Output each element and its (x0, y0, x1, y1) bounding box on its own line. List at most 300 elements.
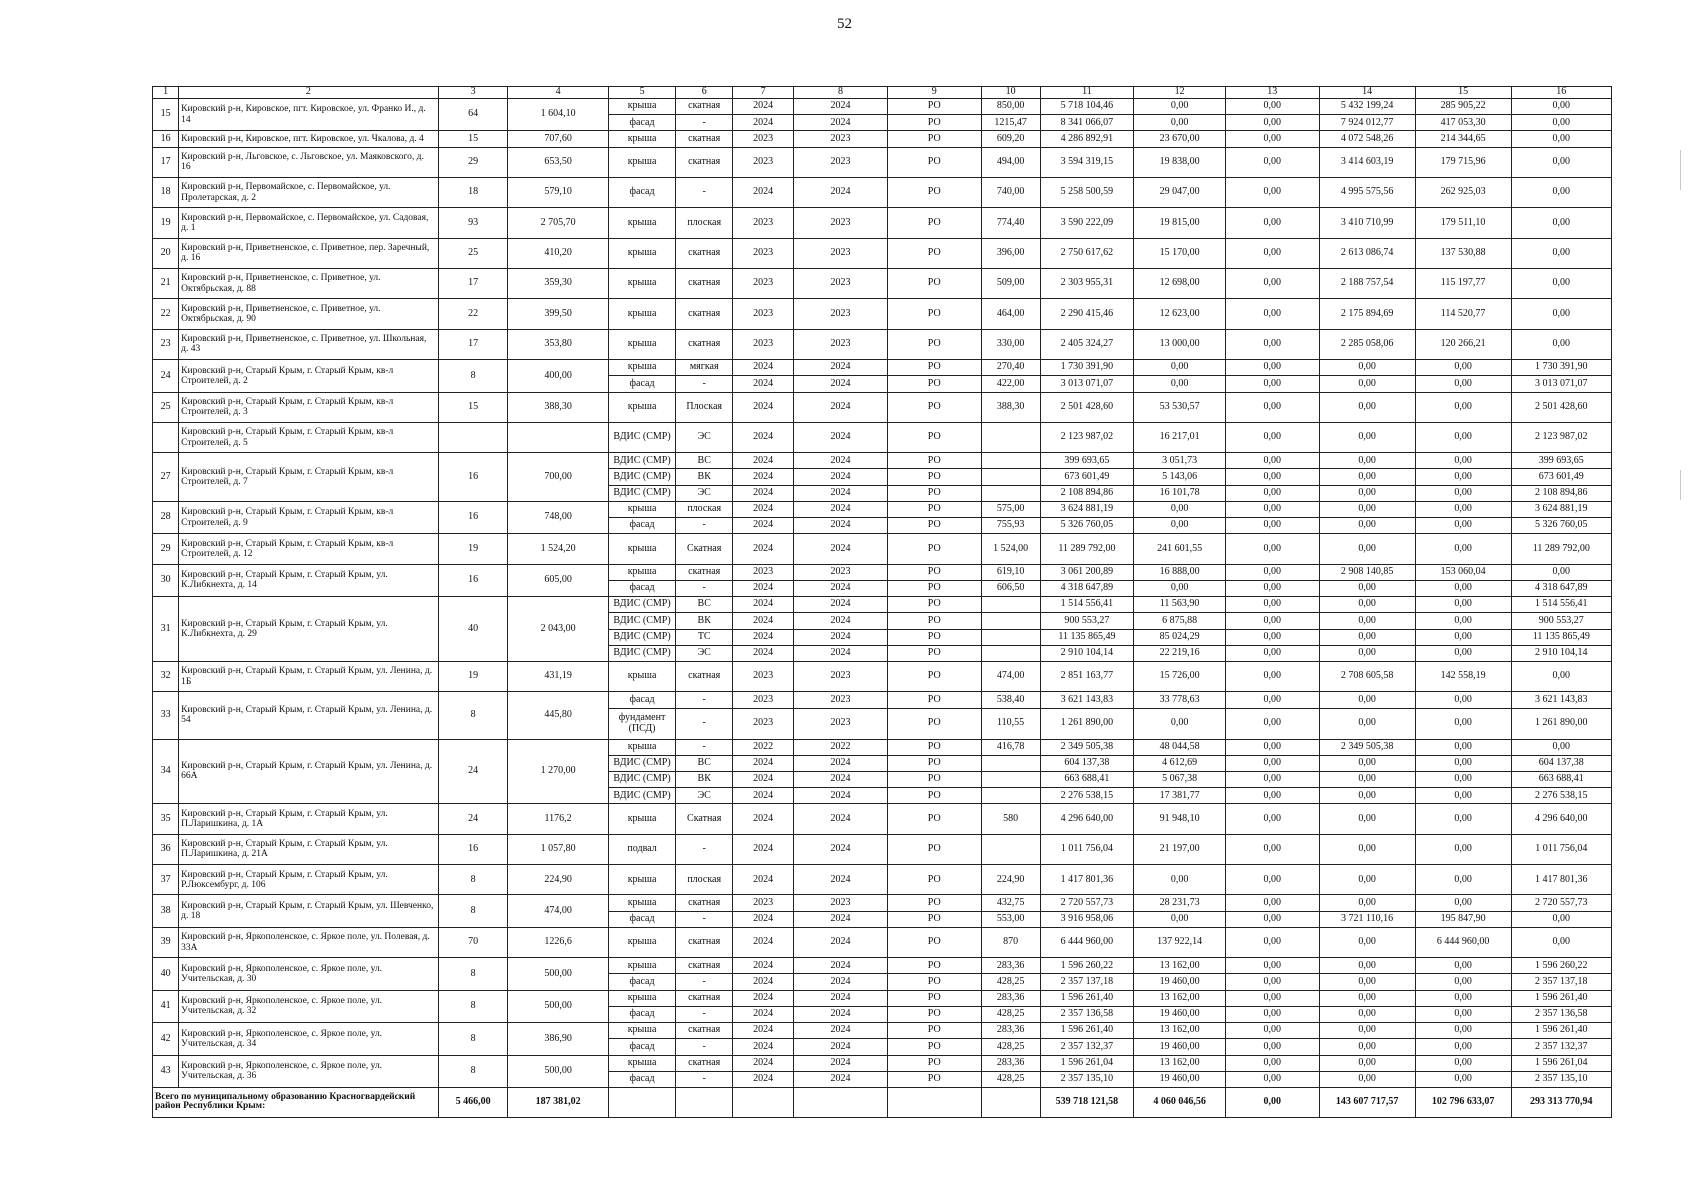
cell-c7: 2024 (733, 580, 794, 596)
cell-c15: 0,00 (1415, 692, 1511, 708)
cell-c15: 0,00 (1415, 1055, 1511, 1071)
cell-c11: 3 594 319,15 (1040, 147, 1134, 177)
cell-c5: крыша (608, 1023, 676, 1039)
cell-c9: РО (887, 755, 981, 771)
table-row (153, 1055, 1612, 1071)
cell-c14: 0,00 (1319, 1006, 1415, 1022)
cell-c7: 2023 (733, 299, 794, 329)
cell-c16: 0,00 (1511, 178, 1611, 208)
cell-c9: РО (887, 131, 981, 147)
address-cell: Кировский р-н, Яркополенское, с. Яркое поле, ул. Учительская, д. 34 (179, 1023, 439, 1055)
row-number: 43 (153, 1055, 179, 1087)
area-cell: 500,00 (508, 958, 608, 990)
cell-c6: - (676, 974, 733, 990)
table-body (153, 99, 1612, 1118)
cell-c11: 2 357 137,18 (1040, 974, 1134, 990)
cell-c5: ВДИС (СМР) (608, 422, 676, 452)
cell-c14: 0,00 (1319, 501, 1415, 517)
cell-c5: фундамент (ПСД) (608, 708, 676, 739)
cell-c5: ВДИС (СМР) (608, 485, 676, 501)
cell-c12: 19 838,00 (1134, 147, 1226, 177)
cell-c14: 2 175 894,69 (1319, 299, 1415, 329)
cell-c10: 774,40 (981, 208, 1040, 238)
cell-c5: фасад (608, 1071, 676, 1087)
cell-c5: ВДИС (СМР) (608, 755, 676, 771)
cell-c16: 604 137,38 (1511, 755, 1611, 771)
cell-c5: крыша (608, 501, 676, 517)
cell-c15: 179 511,10 (1415, 208, 1511, 238)
table-row (153, 178, 1612, 208)
cell-c9: РО (887, 692, 981, 708)
cell-c12: 0,00 (1134, 115, 1226, 131)
cell-c9: РО (887, 453, 981, 469)
cell-c11: 604 137,38 (1040, 755, 1134, 771)
cell-c14: 0,00 (1319, 788, 1415, 804)
row-number: 38 (153, 895, 179, 927)
cell-c16: 0,00 (1511, 911, 1611, 927)
cell-c8: 2024 (794, 422, 888, 452)
cell-c12: 13 162,00 (1134, 1055, 1226, 1071)
cell-c7: 2024 (733, 771, 794, 787)
cell-c9: РО (887, 629, 981, 645)
cell-c14: 0,00 (1319, 755, 1415, 771)
cell-c9: РО (887, 1023, 981, 1039)
cell-c7: 2024 (733, 865, 794, 895)
cell-c5: фасад (608, 115, 676, 131)
table-row (153, 739, 1612, 755)
address-cell: Кировский р-н, Старый Крым, г. Старый Крым, кв-л Строителей, д. 3 (179, 392, 439, 422)
cell-c14: 3 721 110,16 (1319, 911, 1415, 927)
cell-c14: 0,00 (1319, 834, 1415, 864)
cell-c12: 23 670,00 (1134, 131, 1226, 147)
cell-c9: РО (887, 771, 981, 787)
cell-c5: ВДИС (СМР) (608, 645, 676, 661)
cell-c12: 15 170,00 (1134, 238, 1226, 268)
cell-c12: 22 219,16 (1134, 645, 1226, 661)
cell-c6: - (676, 580, 733, 596)
apartments-cell: 40 (438, 597, 508, 662)
cell-c7: 2024 (733, 1039, 794, 1055)
cell-c13: 0,00 (1225, 208, 1319, 238)
cell-c8: 2023 (794, 708, 888, 739)
cell-c9: РО (887, 613, 981, 629)
address-cell: Кировский р-н, Старый Крым, г. Старый Крым, ул. Шевченко, д. 18 (179, 895, 439, 927)
area-cell (508, 422, 608, 452)
table-row (153, 1023, 1612, 1039)
cell-c15: 0,00 (1415, 597, 1511, 613)
cell-c11: 2 349 505,38 (1040, 739, 1134, 755)
cell-c7: 2024 (733, 485, 794, 501)
cell-c13: 0,00 (1225, 865, 1319, 895)
cell-c6: - (676, 739, 733, 755)
cell-c8: 2024 (794, 1039, 888, 1055)
cell-c11: 900 553,27 (1040, 613, 1134, 629)
cell-c13: 0,00 (1225, 974, 1319, 990)
cell-c10 (981, 645, 1040, 661)
cell-c15: 0,00 (1415, 974, 1511, 990)
cell-c16: 3 624 881,19 (1511, 501, 1611, 517)
address-cell: Кировский р-н, Старый Крым, г. Старый Крым, ул. К.Либкнехта, д. 29 (179, 597, 439, 662)
cell-c14: 0,00 (1319, 692, 1415, 708)
cell-c13: 0,00 (1225, 534, 1319, 564)
cell-c13: 0,00 (1225, 804, 1319, 834)
cell-c10: 422,00 (981, 376, 1040, 392)
cell-c11: 8 341 066,07 (1040, 115, 1134, 131)
address-cell: Кировский р-н, Старый Крым, г. Старый Крым, ул. К.Либкнехта, д. 14 (179, 564, 439, 596)
cell-c15: 0,00 (1415, 518, 1511, 534)
cell-c11: 4 318 647,89 (1040, 580, 1134, 596)
cell-c8: 2023 (794, 564, 888, 580)
apartments-cell: 15 (438, 392, 508, 422)
cell-c16: 11 289 792,00 (1511, 534, 1611, 564)
cell-c15: 0,00 (1415, 469, 1511, 485)
cell-c11: 3 013 071,07 (1040, 376, 1134, 392)
cell-c9: РО (887, 580, 981, 596)
cell-c5: крыша (608, 269, 676, 299)
total-row (153, 1087, 1612, 1117)
cell-c16: 1 261 890,00 (1511, 708, 1611, 739)
cell-c14: 2 708 605,58 (1319, 661, 1415, 691)
column-header: 11 (1040, 87, 1134, 99)
cell-c5: фасад (608, 376, 676, 392)
cell-c10: 283,36 (981, 958, 1040, 974)
cell-c8: 2024 (794, 974, 888, 990)
cell-c9: РО (887, 911, 981, 927)
row-number: 18 (153, 178, 179, 208)
cell-c11: 2 851 163,77 (1040, 661, 1134, 691)
cell-c9: РО (887, 534, 981, 564)
empty-cell (733, 1087, 794, 1117)
cell-c14: 0,00 (1319, 469, 1415, 485)
cell-c15: 0,00 (1415, 645, 1511, 661)
address-cell: Кировский р-н, Старый Крым, г. Старый Крым, кв-л Строителей, д. 5 (179, 422, 439, 452)
cell-c12: 48 044,58 (1134, 739, 1226, 755)
row-number: 41 (153, 990, 179, 1022)
cell-c9: РО (887, 597, 981, 613)
empty-cell (794, 1087, 888, 1117)
cell-c7: 2023 (733, 147, 794, 177)
apartments-cell: 8 (438, 692, 508, 739)
cell-c7: 2024 (733, 453, 794, 469)
area-cell: 400,00 (508, 360, 608, 392)
cell-c6: - (676, 834, 733, 864)
cell-c16: 3 013 071,07 (1511, 376, 1611, 392)
cell-c14: 0,00 (1319, 485, 1415, 501)
cell-c12: 5 143,06 (1134, 469, 1226, 485)
cell-c5: крыша (608, 804, 676, 834)
table-row (153, 269, 1612, 299)
cell-c8: 2024 (794, 865, 888, 895)
cell-c10: 283,36 (981, 990, 1040, 1006)
cell-c7: 2024 (733, 392, 794, 422)
address-cell: Кировский р-н, Приветненское, с. Приветное, ул. Школьная, д. 43 (179, 329, 439, 359)
cell-c14: 0,00 (1319, 895, 1415, 911)
cell-c14: 0,00 (1319, 974, 1415, 990)
cell-c6: - (676, 115, 733, 131)
header-row (153, 87, 1612, 99)
address-cell: Кировский р-н, Кировское, пгт. Кировское, ул. Чкалова, д. 4 (179, 131, 439, 147)
cell-c8: 2024 (794, 518, 888, 534)
cell-c7: 2024 (733, 597, 794, 613)
cell-c15: 0,00 (1415, 1039, 1511, 1055)
cell-c13: 0,00 (1225, 299, 1319, 329)
address-cell: Кировский р-н, Яркополенское, с. Яркое поле, ул. Учительская, д. 30 (179, 958, 439, 990)
cell-c7: 2024 (733, 804, 794, 834)
cell-c5: крыша (608, 927, 676, 957)
cell-c5: крыша (608, 895, 676, 911)
cell-c6: скатная (676, 99, 733, 115)
apartments-cell: 93 (438, 208, 508, 238)
table-row (153, 422, 1612, 452)
cell-c14: 0,00 (1319, 518, 1415, 534)
cell-c16: 2 276 538,15 (1511, 788, 1611, 804)
cell-c8: 2024 (794, 453, 888, 469)
cell-c12: 53 530,57 (1134, 392, 1226, 422)
area-cell: 707,60 (508, 131, 608, 147)
cell-c14: 0,00 (1319, 1055, 1415, 1071)
table-row (153, 564, 1612, 580)
cell-c13: 0,00 (1225, 1055, 1319, 1071)
table-row (153, 360, 1612, 376)
cell-c8: 2024 (794, 99, 888, 115)
cell-c8: 2023 (794, 238, 888, 268)
cell-c8: 2024 (794, 645, 888, 661)
cell-c8: 2024 (794, 834, 888, 864)
cell-c7: 2024 (733, 501, 794, 517)
cell-c15: 153 060,04 (1415, 564, 1511, 580)
row-number: 24 (153, 360, 179, 392)
apartments-cell: 16 (438, 564, 508, 596)
cell-c10: 330,00 (981, 329, 1040, 359)
cell-c15: 214 344,65 (1415, 131, 1511, 147)
cell-c7: 2024 (733, 178, 794, 208)
cell-c14: 0,00 (1319, 708, 1415, 739)
cell-c10: 575,00 (981, 501, 1040, 517)
cell-c8: 2024 (794, 958, 888, 974)
cell-c11: 5 718 104,46 (1040, 99, 1134, 115)
table-row (153, 453, 1612, 469)
cell-c16: 4 318 647,89 (1511, 580, 1611, 596)
cell-c15: 262 925,03 (1415, 178, 1511, 208)
area-cell: 353,80 (508, 329, 608, 359)
table-row (153, 895, 1612, 911)
cell-c8: 2023 (794, 208, 888, 238)
cell-c8: 2024 (794, 755, 888, 771)
column-header: 3 (438, 87, 508, 99)
cell-c7: 2024 (733, 1055, 794, 1071)
cell-c7: 2024 (733, 1023, 794, 1039)
cell-c10: 494,00 (981, 147, 1040, 177)
cell-c16: 2 357 137,18 (1511, 974, 1611, 990)
cell-c16: 0,00 (1511, 329, 1611, 359)
cell-c13: 0,00 (1225, 927, 1319, 957)
cell-c5: фасад (608, 1039, 676, 1055)
cell-c13: 0,00 (1225, 469, 1319, 485)
cell-c12: 0,00 (1134, 911, 1226, 927)
cell-c16: 2 108 894,86 (1511, 485, 1611, 501)
cell-c16: 900 553,27 (1511, 613, 1611, 629)
cell-c13: 0,00 (1225, 269, 1319, 299)
cell-c13: 0,00 (1225, 392, 1319, 422)
cell-c6: скатная (676, 329, 733, 359)
cell-c5: фасад (608, 911, 676, 927)
cell-c15: 417 053,30 (1415, 115, 1511, 131)
cell-c9: РО (887, 501, 981, 517)
cell-c13: 0,00 (1225, 771, 1319, 787)
cell-c5: крыша (608, 661, 676, 691)
cell-c10: 580 (981, 804, 1040, 834)
cell-c7: 2024 (733, 534, 794, 564)
cell-c10: 464,00 (981, 299, 1040, 329)
cell-c10 (981, 422, 1040, 452)
cell-c11: 4 296 640,00 (1040, 804, 1134, 834)
cell-c6: - (676, 1006, 733, 1022)
cell-c11: 11 135 865,49 (1040, 629, 1134, 645)
cell-c15: 0,00 (1415, 629, 1511, 645)
cell-c15: 6 444 960,00 (1415, 927, 1511, 957)
cell-c7: 2024 (733, 990, 794, 1006)
cell-c8: 2023 (794, 147, 888, 177)
cell-c13: 0,00 (1225, 645, 1319, 661)
address-cell: Кировский р-н, Приветненское, с. Приветное, ул. Октябрьская, д. 88 (179, 269, 439, 299)
cell-c5: крыша (608, 208, 676, 238)
cell-c11: 3 061 200,89 (1040, 564, 1134, 580)
cell-c11: 2 123 987,02 (1040, 422, 1134, 452)
cell-c14: 0,00 (1319, 990, 1415, 1006)
area-cell: 224,90 (508, 865, 608, 895)
cell-c13: 0,00 (1225, 99, 1319, 115)
cell-c15: 0,00 (1415, 1023, 1511, 1039)
cell-c9: РО (887, 208, 981, 238)
cell-c12: 19 460,00 (1134, 1006, 1226, 1022)
cell-c15: 120 266,21 (1415, 329, 1511, 359)
area-cell: 653,50 (508, 147, 608, 177)
cell-c14: 2 188 757,54 (1319, 269, 1415, 299)
cell-c5: подвал (608, 834, 676, 864)
row-number: 23 (153, 329, 179, 359)
cell-c11: 2 303 955,31 (1040, 269, 1134, 299)
area-cell: 388,30 (508, 392, 608, 422)
cell-c10: 432,75 (981, 895, 1040, 911)
cell-c5: крыша (608, 534, 676, 564)
cell-c12: 16 101,78 (1134, 485, 1226, 501)
cell-c16: 11 135 865,49 (1511, 629, 1611, 645)
apartments-cell (438, 422, 508, 452)
cell-c15: 0,00 (1415, 708, 1511, 739)
cell-c8: 2023 (794, 661, 888, 691)
cell-c7: 2024 (733, 422, 794, 452)
column-header: 10 (981, 87, 1040, 99)
cell-c9: РО (887, 518, 981, 534)
cell-c10: 509,00 (981, 269, 1040, 299)
cell-c16: 2 357 135,10 (1511, 1071, 1611, 1087)
address-cell: Кировский р-н, Старый Крым, г. Старый Крым, ул. Ленина, д. 54 (179, 692, 439, 739)
cell-c15: 179 715,96 (1415, 147, 1511, 177)
cell-c7: 2023 (733, 269, 794, 299)
cell-c6: ВК (676, 613, 733, 629)
cell-c7: 2024 (733, 645, 794, 661)
apartments-cell: 8 (438, 958, 508, 990)
cell-c8: 2023 (794, 299, 888, 329)
cell-c11: 6 444 960,00 (1040, 927, 1134, 957)
total-c11: 539 718 121,58 (1040, 1087, 1134, 1117)
apartments-cell: 16 (438, 501, 508, 533)
column-header: 5 (608, 87, 676, 99)
cell-c13: 0,00 (1225, 360, 1319, 376)
cell-c16: 1 730 391,90 (1511, 360, 1611, 376)
cell-c13: 0,00 (1225, 834, 1319, 864)
cell-c15: 0,00 (1415, 453, 1511, 469)
cell-c7: 2023 (733, 708, 794, 739)
cell-c15: 0,00 (1415, 501, 1511, 517)
cell-c13: 0,00 (1225, 564, 1319, 580)
apartments-cell: 18 (438, 178, 508, 208)
empty-cell (887, 1087, 981, 1117)
cell-c11: 3 916 958,06 (1040, 911, 1134, 927)
cell-c6: скатная (676, 269, 733, 299)
cell-c14: 0,00 (1319, 597, 1415, 613)
cell-c5: крыша (608, 564, 676, 580)
cell-c16: 399 693,65 (1511, 453, 1611, 469)
table-row (153, 501, 1612, 517)
cell-c5: ВДИС (СМР) (608, 597, 676, 613)
row-number: 27 (153, 453, 179, 502)
column-header: 15 (1415, 87, 1511, 99)
cell-c14: 0,00 (1319, 629, 1415, 645)
cell-c8: 2023 (794, 131, 888, 147)
table-row (153, 834, 1612, 864)
cell-c9: РО (887, 739, 981, 755)
table-row (153, 392, 1612, 422)
cell-c14: 3 414 603,19 (1319, 147, 1415, 177)
cell-c14: 0,00 (1319, 1023, 1415, 1039)
cell-c5: крыша (608, 99, 676, 115)
cell-c13: 0,00 (1225, 990, 1319, 1006)
cell-c10: 619,10 (981, 564, 1040, 580)
area-cell: 1 604,10 (508, 99, 608, 131)
cell-c9: РО (887, 708, 981, 739)
cell-c8: 2024 (794, 990, 888, 1006)
cell-c16: 4 296 640,00 (1511, 804, 1611, 834)
apartments-cell: 8 (438, 1055, 508, 1087)
cell-c6: ВК (676, 771, 733, 787)
cell-c5: ВДИС (СМР) (608, 788, 676, 804)
table-row (153, 329, 1612, 359)
cell-c12: 0,00 (1134, 708, 1226, 739)
cell-c12: 12 698,00 (1134, 269, 1226, 299)
cell-c12: 28 231,73 (1134, 895, 1226, 911)
cell-c8: 2024 (794, 911, 888, 927)
row-number: 21 (153, 269, 179, 299)
cell-c10 (981, 771, 1040, 787)
cell-c8: 2024 (794, 360, 888, 376)
cell-c13: 0,00 (1225, 1023, 1319, 1039)
address-cell: Кировский р-н, Старый Крым, г. Старый Крым, ул. П.Ларишкина, д. 1А (179, 804, 439, 834)
row-number: 31 (153, 597, 179, 662)
cell-c11: 3 624 881,19 (1040, 501, 1134, 517)
cell-c11: 2 750 617,62 (1040, 238, 1134, 268)
cell-c15: 0,00 (1415, 422, 1511, 452)
cell-c11: 673 601,49 (1040, 469, 1134, 485)
cell-c10: 283,36 (981, 1023, 1040, 1039)
cell-c5: крыша (608, 990, 676, 1006)
cell-c11: 1 596 260,22 (1040, 958, 1134, 974)
cell-c11: 1 261 890,00 (1040, 708, 1134, 739)
cell-c7: 2024 (733, 834, 794, 864)
cell-c16: 0,00 (1511, 238, 1611, 268)
cell-c9: РО (887, 376, 981, 392)
area-cell: 2 705,70 (508, 208, 608, 238)
